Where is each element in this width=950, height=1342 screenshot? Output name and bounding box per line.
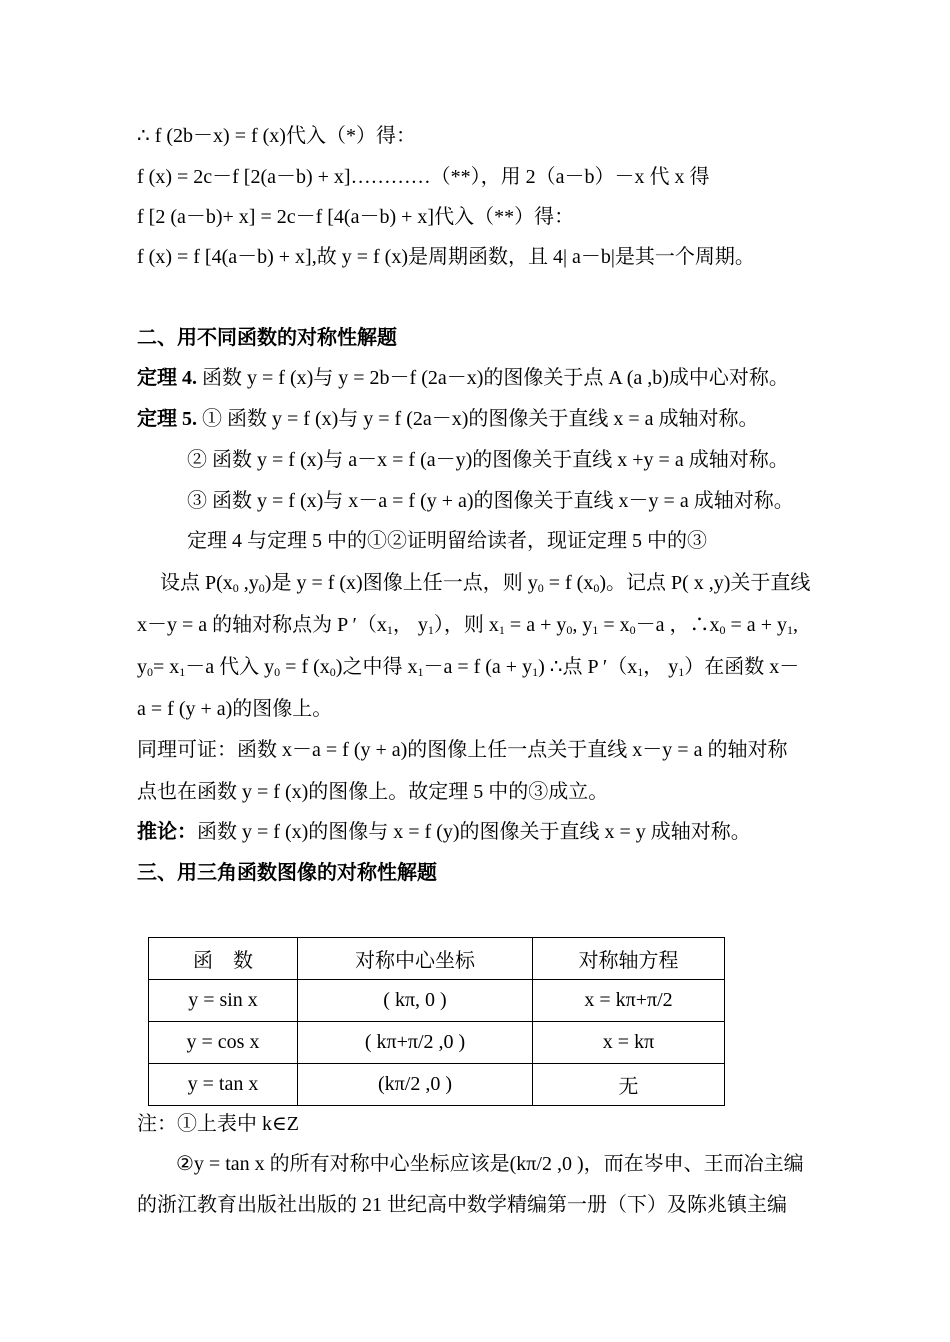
table-cell: (kπ/2 ,0 ): [298, 1064, 533, 1106]
table-header: 对称轴方程: [533, 938, 725, 980]
corollary: [137, 818, 751, 846]
table-cell: y = sin x: [149, 980, 298, 1022]
text-line: ∴ f (2b－x) = f (x)代入（*）得：: [137, 125, 416, 147]
corollary-label: 推论：: [137, 821, 197, 843]
proof-line-3: $y_0= x_1-a$ 代入 $y_0 = f$ $(x_0)$之中得 $x_1-a = f$ $(a + y_1)$ ∴点 P $'(x_1$， $y_1$）在函数 x－: [137, 656, 800, 679]
table-header-row: [149, 938, 725, 980]
table-cell: 无: [533, 1064, 725, 1106]
proof-line-5: 同理可证：函数 x－a = f (y + a)的图像上任一点关于直线 x－y = a 的轴对称: [137, 739, 788, 761]
text-line: f [2 (a－b)+ x] = 2c－f [4(a－b) + x]代入（**）得：: [137, 206, 575, 228]
note-line: ②y = tan x 的所有对称中心坐标应该是(kπ/2 ,0 )，而在岑申、王而冶主编: [176, 1153, 804, 1175]
theorem-text: 函数 y = f (x)与 y = 2b－f (2a－x)的图像关于点 A (a ,b)成中心对称。: [197, 367, 789, 389]
text-line: f (x) = 2c－f [2(a－b) + x]…………（**），用 2（a－b）－x 代 x 得: [137, 166, 710, 188]
theorem-5: [137, 405, 759, 433]
theorem-5-item-3: ③ 函数 y = f (x)与 x－a = f (y + a)的图像关于直线 x－y = a 成轴对称。: [187, 490, 794, 512]
table-cell: x = kπ+π/2: [533, 980, 725, 1022]
theorem-label: 定理 4.: [137, 367, 197, 389]
theorem-5-item-2: ② 函数 y = f (x)与 a－x = f (a－y)的图像关于直线 x +y = a 成轴对称。: [187, 449, 789, 471]
table-header: 函 数: [149, 938, 298, 980]
table-cell: y = tan x: [149, 1064, 298, 1106]
proof-line-6: 点也在函数 y = f (x)的图像上。故定理 5 中的③成立。: [137, 781, 609, 803]
corollary-text: 函数 y = f (x)的图像与 x = f (y)的图像关于直线 x = y 成轴对称。: [197, 821, 751, 843]
table-row: [149, 980, 725, 1022]
proof-line-1: 设点 $P(x_0$ $,y_0$)是 y = f (x)图像上任一点，则 $y_0 = f$ $(x_0)$。记点 P( x ,y)关于直线: [160, 572, 811, 595]
table-row: [149, 1064, 725, 1106]
text-line: f (x) = f [4(a－b) + x],故 y = f (x)是周期函数，且 4| a－b|是其一个周期。: [137, 246, 755, 268]
table-cell: y = cos x: [149, 1022, 298, 1064]
table-header: 对称中心坐标: [298, 938, 533, 980]
note-line: 的浙江教育出版社出版的 21 世纪高中数学精编第一册（下）及陈兆镇主编: [137, 1194, 787, 1216]
table-row: [149, 1022, 725, 1064]
theorem-text: ① 函数 y = f (x)与 y = f (2a－x)的图像关于直线 x = a 成轴对称。: [197, 408, 759, 430]
proof-intro: 定理 4 与定理 5 中的①②证明留给读者，现证定理 5 中的③: [187, 530, 707, 552]
theorem-4: [137, 364, 789, 392]
symmetry-table: [148, 937, 725, 1106]
proof-line-2: x－y = a 的轴对称点为 P $'(x_1$， $y_1$），则 $x_1 = a + y_0$, $y_1 = x_0-a$ ，$\therefore x_0 = a + y_1$,: [137, 614, 798, 637]
table-cell: ( kπ, 0 ): [298, 980, 533, 1022]
proof-line-4: a = f (y + a)的图像上。: [137, 698, 333, 720]
theorem-label: 定理 5.: [137, 408, 197, 430]
table-cell: x = kπ: [533, 1022, 725, 1064]
section-heading: 三、用三角函数图像的对称性解题: [137, 862, 437, 884]
section-heading: 二、用不同函数的对称性解题: [137, 327, 397, 349]
note-line: 注：①上表中 k∈Z: [137, 1113, 300, 1135]
table-cell: ( kπ+π/2 ,0 ): [298, 1022, 533, 1064]
